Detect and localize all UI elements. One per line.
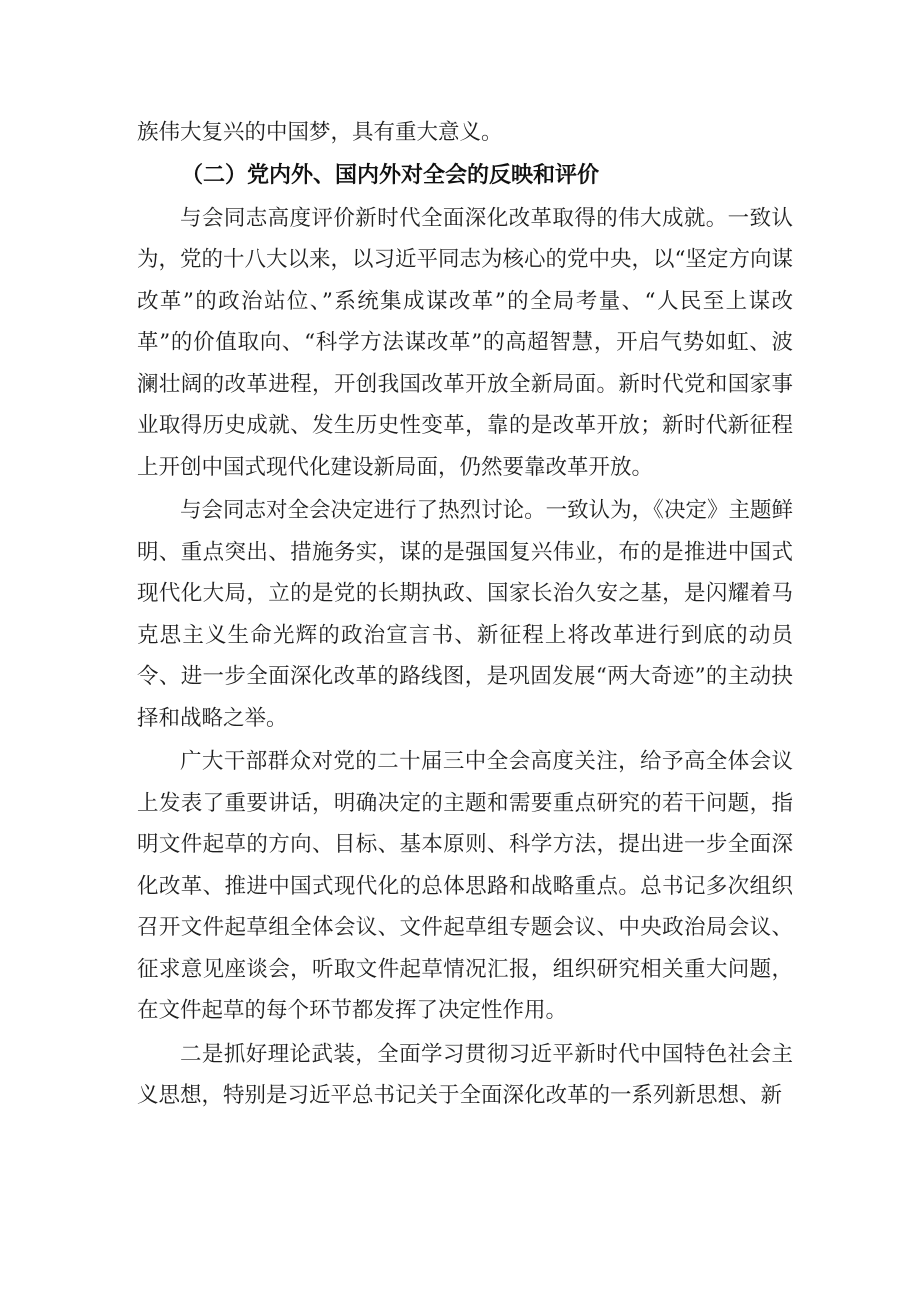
document-body bbox=[137, 112, 793, 1117]
paragraph-achievements: 与会同志高度评价新时代全面深化改革取得的伟大成就。一致认为，党的十八大以来，以习近平同志为核心的党中央，以“坚定方向谋改革”的政治站位、”系统集成谋改革”的全局考量、“人民至上谋改革”的价值取向、“科学方法谋改革”的高超智慧，开启气势如虹、波澜壮阔的改革进程，开创我国改革开放全新局面。新时代党和国家事业取得历史成就、发生历史性变革，靠的是改革开放；新时代新征程上开创中国式现代化建设新局面，仍然要靠改革开放。 bbox=[137, 205, 793, 480]
intro-paragraph-tail: 族伟大复兴的中国梦，具有重大意义。 bbox=[137, 120, 503, 145]
paragraph-theory-study: 二是抓好理论武装，全面学习贯彻习近平新时代中国特色社会主义思想，特别是习近平总书记关于全面深化改革的一系列新思想、新 bbox=[137, 1041, 793, 1108]
paragraph-public-attention: 广大干部群众对党的二十届三中全会高度关注，给予高全体会议上发表了重要讲话，明确决定的主题和需要重点研究的若干问题，指明文件起草的方向、目标、基本原则、科学方法，提出进一步全面深化改革、推进中国式现代化的总体思路和战略重点。总书记多次组织召开文件起草组全体会议、文件起草组专题会议、中央政治局会议、征求意见座谈会，听取文件起草情况汇报，组织研究相关重大问题，在文件起草的每个环节都发挥了决定性作用。 bbox=[137, 749, 793, 1023]
section-heading: （二）党内外、国内外对全会的反映和评价 bbox=[181, 162, 600, 188]
paragraph-decision-discussion: 与会同志对全会决定进行了热烈讨论。一致认为，《决定》主题鲜明、重点突出、措施务实，谋的是强国复兴伟业，布的是推进中国式现代化大局，立的是党的长期执政、国家长治久安之基，是闪耀着马克思主义生命光辉的政治宣言书、新征程上将改革进行到底的动员令、进一步全面深化改革的路线图，是巩固发展“两大奇迹”的主动抉择和战略之举。 bbox=[137, 498, 793, 731]
